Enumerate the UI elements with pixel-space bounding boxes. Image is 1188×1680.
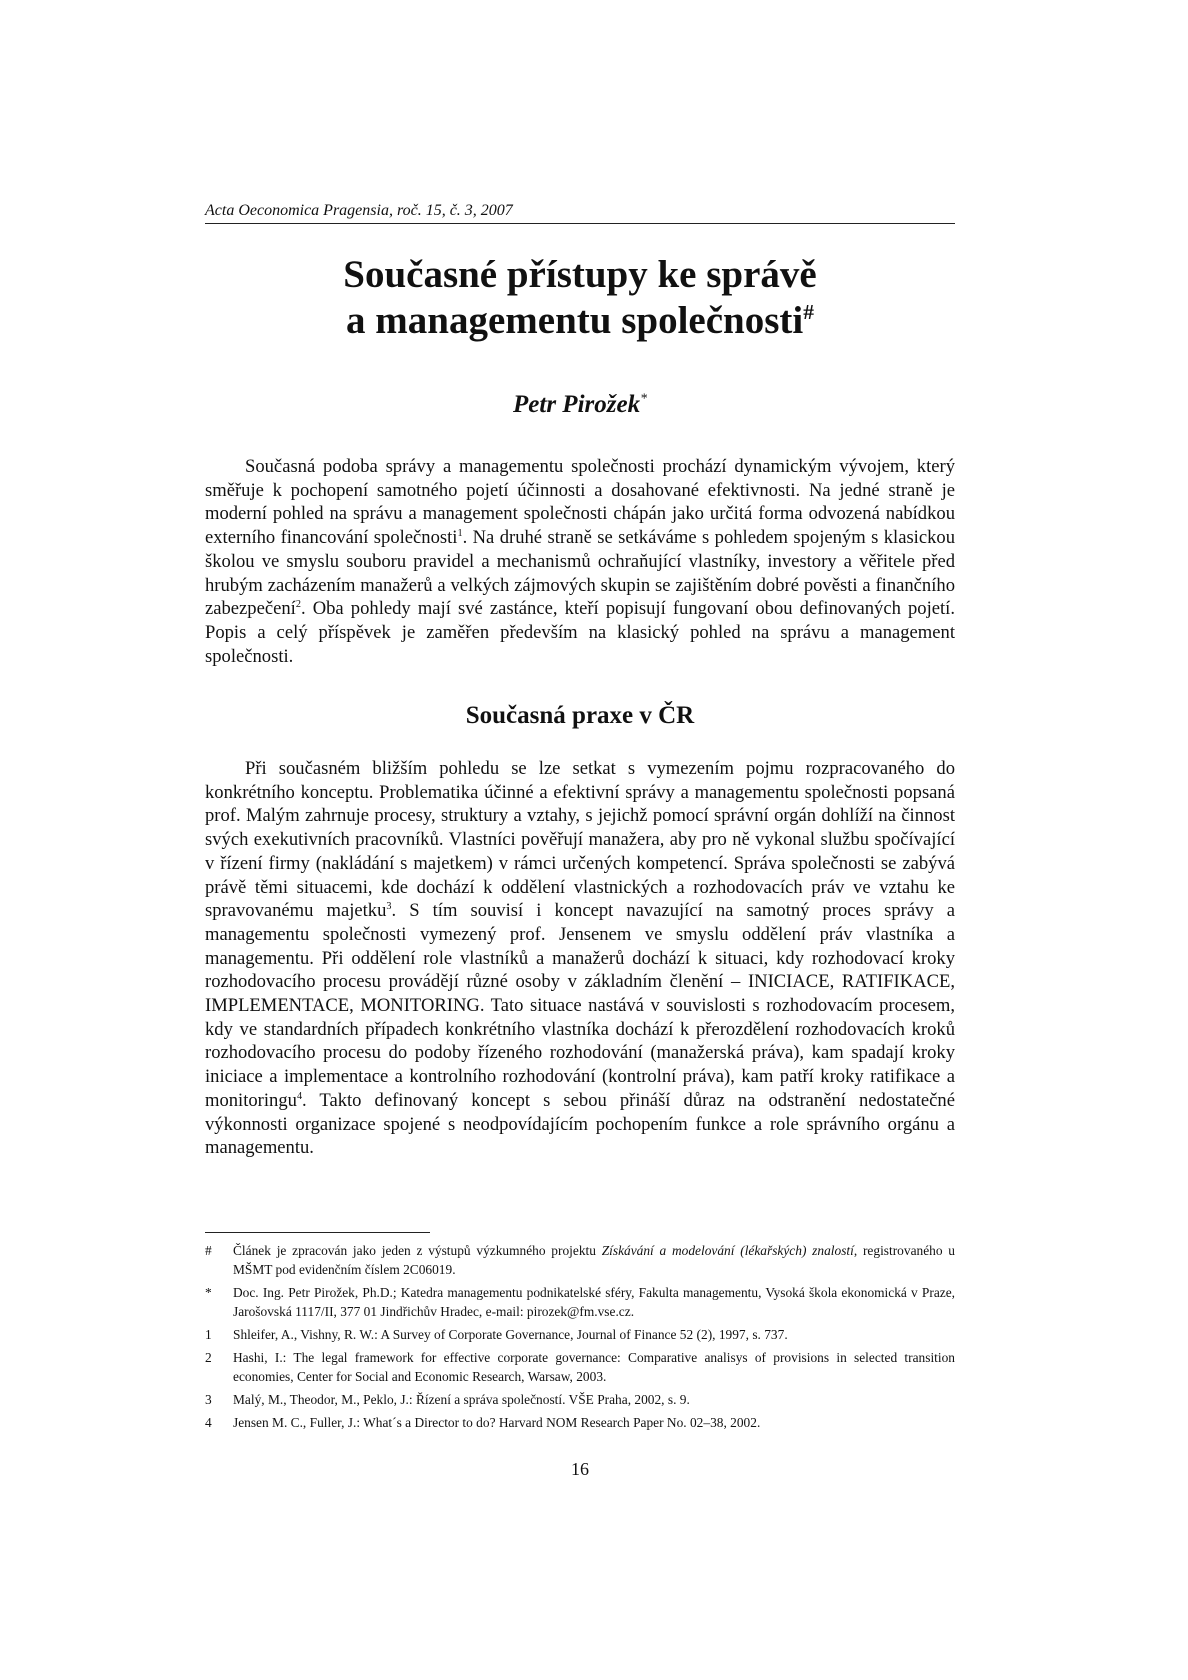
section-heading: Současná praxe v ČR bbox=[465, 702, 695, 729]
footnote-text: Shleifer, A., Vishny, R. W.: A Survey of Corporate Governance, Journal of Finance 52 (2), 1997, s. 737. bbox=[233, 1327, 788, 1342]
footnote-mark: 3 bbox=[205, 1392, 212, 1407]
footnote-ref-4: 4 bbox=[296, 1090, 303, 1102]
footnote-text-before: Článek je zpracován jako jeden z výstupů výzkumného projektu bbox=[233, 1243, 602, 1258]
abstract-paragraph bbox=[205, 455, 955, 668]
footnote-mark: * bbox=[205, 1285, 212, 1300]
body-text-2: . S tím souvisí i koncept navazující na samotný proces správy a managementu společnosti vymezený prof. Jensenem ve smyslu oddělení práv vlastníka a managementu. Při oddělení role vlastníků a manažerů dochází k situaci, kdy rozhodovací kroky rozhodovacího procesu provádějí různé osoby v základním členění – INICIACE, RATIFIKACE, IMPLEMENTACE, MONITORING. Tato situace nastává v souvislosti s rozhodovacím procesem, kdy ve standardních případech konkrétního vlastníka dochází k přerozdělení rozhodovacích kroků rozhodovacího procesu do podoby řízeného rozhodování (manažerská práva), kam spadají kroky iniciace a implementace a kontrolního rozhodování (kontrolní práva), kam patří kroky ratifikace a monitoringu bbox=[205, 900, 955, 1111]
body-paragraph bbox=[205, 757, 955, 1160]
title-footnote-mark: # bbox=[803, 300, 814, 324]
abstract-text-1: Současná podoba správy a managementu společnosti prochází dynamickým vývojem, který směřuje k pochopení samotného pojetí účinnosti a dosahované efektivnosti. Na jedné straně je moderní pohled na správu a management společnosti chápán jako určitá forma odvozená nabídkou externího financování společnosti bbox=[205, 456, 955, 549]
footnote-item bbox=[205, 1325, 955, 1344]
title-line-1: Současné přístupy ke správě bbox=[343, 253, 817, 296]
running-header bbox=[205, 201, 955, 224]
footnote-text: Malý, M., Theodor, M., Peklo, J.: Řízení a správa společností. VŠE Praha, 2002, s. 9. bbox=[233, 1392, 690, 1407]
footnote-divider bbox=[205, 1232, 430, 1233]
footnote-item bbox=[205, 1241, 955, 1279]
body-text-1: Při současném bližším pohledu se lze setkat s vymezením pojmu rozpracovaného do konkrétního konceptu. Problematika účinné a efektivní správy a managementu společnosti popsaná prof. Malým zahrnuje procesy, struktury a vztahy, s jejichž pomocí správní orgán dohlíží na činnost svých exekutivních pracovníků. Vlastníci pověřují manažera, aby pro ně vykonal službu spočívající v řízení firmy (nakládání s majetkem) v rámci určených kompetencí. Správa společnosti se zabývá právě těmi situacemi, kde dochází k oddělení vlastnických a rozhodovacích práv ve vztahu ke spravovanému majetku bbox=[205, 758, 955, 922]
abstract-text-3: . Oba pohledy mají své zastánce, kteří popisují fungovaní obou definovaných pojetí. Popis a celý příspěvek je zaměřen především na klasický pohled na správu a management společnosti. bbox=[205, 598, 955, 667]
journal-citation: Acta Oeconomica Pragensia, roč. 15, č. 3, 2007 bbox=[205, 202, 513, 219]
author-line bbox=[205, 390, 955, 420]
footnote-ref-3: 3 bbox=[386, 901, 392, 913]
footnote-mark: 2 bbox=[205, 1350, 212, 1365]
footnote-item bbox=[205, 1283, 955, 1321]
body-text-3: . Takto definovaný koncept s sebou přináší důraz na odstranění nedostatečné výkonnosti organizace spojené s neodpovídajícím pochopením funkce a role správního orgánu a managementu. bbox=[205, 1089, 955, 1159]
footnote-ref-1: 1 bbox=[457, 527, 463, 539]
footnote-item bbox=[205, 1390, 955, 1409]
footnote-text: Jensen M. C., Fuller, J.: What´s a Director to do? Harvard NOM Research Paper No. 02–38, 2002. bbox=[233, 1415, 761, 1430]
footnote-ref-2: 2 bbox=[295, 599, 301, 611]
footnote-text bbox=[233, 1241, 955, 1279]
footnote-mark: 4 bbox=[205, 1415, 212, 1430]
footnotes bbox=[205, 1241, 955, 1436]
author-footnote-mark: * bbox=[640, 390, 647, 406]
title-line-2 bbox=[205, 298, 955, 344]
title-line-2-text: a managementu společnosti bbox=[346, 299, 804, 342]
footnote-text-after: , registrovaného u MŠMT pod evidenčním číslem 2C06019. bbox=[233, 1243, 956, 1277]
footnote-text: Hashi, I.: The legal framework for effective corporate governance: Comparative analisys of provisions in selected transition economies, Center for Social and Economic Research, Warsaw, 2003. bbox=[233, 1350, 955, 1384]
footnote-item bbox=[205, 1348, 955, 1386]
footnote-item bbox=[205, 1413, 955, 1432]
page-number: 16 bbox=[571, 1459, 589, 1479]
footnote-mark: # bbox=[205, 1243, 212, 1258]
abstract-text-2: . Na druhé straně se setkáváme s pohledem spojeným s klasickou školou ve smyslu souboru pravidel a mechanismů ochraňující vlastníky, investory a věřitele před hrubým zacházením manažerů a velkých zájmových skupin se zajištěním dobré pověsti a finančního zabezpečení bbox=[205, 527, 955, 620]
footnote-text: Doc. Ing. Petr Pirožek, Ph.D.; Katedra managementu podnikatelské sféry, Fakulta managementu, Vysoká škola ekonomická v Praze, Jarošovská 1117/II, 377 01 Jindřichův Hradec, e-mail: pirozek@fm.vse.cz. bbox=[233, 1285, 955, 1319]
footnote-mark: 1 bbox=[205, 1327, 212, 1342]
footnote-project-title: Získávání a modelování (lékařských) znalostí bbox=[601, 1243, 854, 1258]
article-title bbox=[205, 252, 955, 344]
author-name: Petr Pirožek bbox=[513, 391, 641, 418]
